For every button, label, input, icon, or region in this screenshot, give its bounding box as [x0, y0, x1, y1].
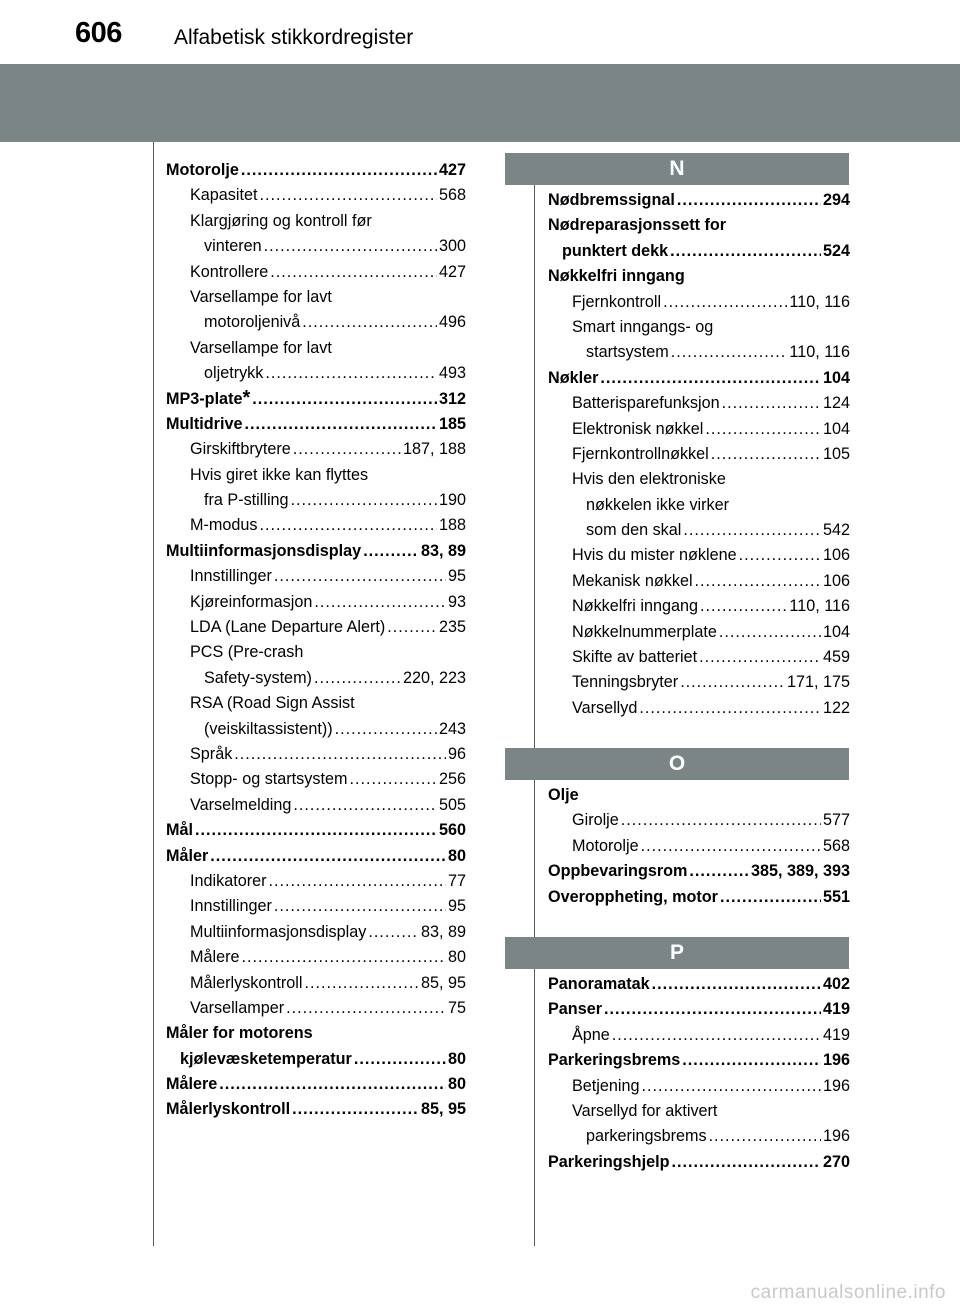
page-reference: 196 — [822, 1076, 850, 1095]
leader-dots — [234, 742, 446, 767]
index-entry — [548, 340, 850, 365]
leader-dots — [700, 594, 787, 619]
index-term: Safety-system) — [204, 668, 312, 687]
index-entry — [166, 666, 466, 691]
index-entry — [548, 834, 850, 859]
leader-dots — [709, 1124, 821, 1149]
page-reference: 83, 89 — [420, 922, 466, 941]
index-entry — [548, 859, 850, 884]
index-term: Stopp- og startsystem — [190, 770, 348, 789]
section-header-p — [505, 937, 849, 969]
index-entry — [548, 1150, 850, 1175]
index-entry — [548, 645, 850, 670]
page-reference: 104 — [822, 419, 850, 438]
index-term: Parkeringshjelp — [548, 1152, 670, 1171]
index-entry — [166, 1072, 466, 1097]
page-title: Alfabetisk stikkordregister — [174, 26, 414, 49]
page-reference: 427 — [438, 161, 466, 179]
index-entry — [548, 366, 850, 391]
index-entry — [548, 696, 850, 721]
index-term: Mekanisk nøkkel — [572, 571, 693, 590]
leader-dots — [677, 188, 821, 213]
page-reference: 80 — [447, 846, 466, 865]
index-entry — [166, 793, 466, 818]
index-term: Målerlyskontroll — [190, 973, 303, 992]
index-term: Fjernkontrollnøkkel — [572, 444, 709, 463]
page-reference: 577 — [822, 811, 850, 830]
page-reference: 256 — [438, 770, 466, 789]
index-term: vinteren — [204, 237, 262, 256]
leader-dots — [652, 972, 821, 997]
leader-dots — [739, 543, 821, 568]
index-entry — [548, 783, 850, 808]
index-term: Parkeringsbrems — [548, 1051, 681, 1070]
page-reference: 105 — [822, 444, 850, 463]
leader-dots — [335, 717, 437, 742]
page-reference: 171, 175 — [786, 673, 850, 692]
index-term: LDA (Lane Departure Alert) — [190, 618, 386, 637]
leader-dots — [241, 945, 446, 970]
page-reference: 96 — [447, 744, 466, 763]
page-reference: 124 — [822, 394, 850, 413]
leader-dots — [699, 645, 821, 670]
leader-dots — [291, 488, 437, 513]
index-term: Batterisparefunksjon — [572, 394, 720, 413]
page-reference: 110, 116 — [789, 343, 850, 362]
index-entry — [166, 996, 466, 1021]
index-section-p — [548, 972, 850, 1175]
index-entry — [548, 239, 850, 264]
leader-dots — [682, 1048, 821, 1073]
index-entry — [548, 1099, 850, 1124]
leader-dots — [293, 437, 401, 462]
section-header-o — [505, 748, 849, 780]
index-term: Nødreparasjonssett for — [548, 216, 727, 235]
leader-dots — [302, 310, 437, 335]
index-entry — [548, 290, 850, 315]
index-term: som den skal — [586, 521, 682, 540]
index-term: Panser — [548, 1000, 602, 1019]
index-term: Indikatorer — [190, 871, 267, 890]
page-reference: 419 — [822, 1025, 850, 1044]
index-entry — [548, 391, 850, 416]
page-reference: 505 — [438, 795, 466, 814]
index-term: fra P-stilling — [204, 491, 289, 510]
index-entry — [548, 493, 850, 518]
leader-dots — [292, 1097, 419, 1122]
leader-dots — [241, 158, 437, 183]
index-term: Kapasitet — [190, 186, 258, 205]
leader-dots — [270, 260, 437, 285]
index-column-left — [166, 158, 466, 1123]
page-reference: 542 — [822, 521, 850, 540]
index-entry — [548, 467, 850, 492]
page-reference: 185 — [438, 414, 466, 433]
column-divider-right — [534, 185, 535, 1246]
index-term: Skifte av batteriet — [572, 648, 698, 667]
page-reference: 187, 188 — [402, 440, 466, 459]
index-term: Nøkkelfri inngang — [572, 597, 698, 616]
leader-dots — [314, 666, 401, 691]
leader-dots — [604, 997, 821, 1022]
index-term: Kjøreinformasjon — [190, 592, 313, 611]
leader-dots — [387, 615, 437, 640]
page-reference: 196 — [822, 1127, 850, 1146]
leader-dots — [363, 539, 419, 564]
index-entry — [166, 183, 466, 208]
index-term: nøkkelen ikke virker — [586, 495, 730, 514]
leader-dots — [268, 869, 446, 894]
index-term: Varsellyd — [572, 698, 638, 717]
index-term: Motorolje — [166, 161, 239, 179]
index-term: Varsellampe for lavt — [190, 287, 332, 306]
leader-dots — [720, 885, 821, 910]
leader-dots — [265, 361, 437, 386]
watermark: carmanualsonline.info — [750, 1282, 946, 1303]
index-term: Nøkkelfri inngang — [548, 267, 685, 286]
index-entry — [166, 920, 466, 945]
index-entry — [548, 808, 850, 833]
leader-dots — [260, 183, 437, 208]
index-term: Fjernkontroll — [572, 292, 662, 311]
index-term: Måler for motorens — [166, 1024, 313, 1043]
index-entry — [548, 885, 850, 910]
index-entry — [166, 209, 466, 234]
index-term: RSA (Road Sign Assist — [190, 694, 355, 713]
leader-dots — [252, 387, 437, 412]
column-divider-left — [153, 142, 154, 1246]
page-header — [0, 0, 960, 64]
leader-dots — [286, 996, 446, 1021]
index-term: punktert dekk — [562, 241, 669, 260]
index-term: Overoppheting, motor — [548, 887, 718, 906]
index-entry — [166, 437, 466, 462]
leader-dots — [722, 391, 821, 416]
index-entry — [548, 1048, 850, 1073]
leader-dots — [671, 340, 788, 365]
leader-dots — [368, 920, 419, 945]
index-term: oljetrykk — [204, 364, 264, 383]
page-reference: 312 — [438, 389, 466, 408]
page-reference: 106 — [822, 571, 850, 590]
index-entry — [166, 717, 466, 742]
leader-dots — [671, 1150, 821, 1175]
section-letter: P — [669, 941, 684, 964]
leader-dots — [695, 569, 821, 594]
leader-dots — [293, 793, 437, 818]
index-entry — [548, 264, 850, 289]
index-term: Målerlyskontroll — [166, 1100, 291, 1119]
page-reference: 300 — [438, 237, 466, 256]
index-entry — [166, 869, 466, 894]
index-term: Tenningsbryter — [572, 673, 679, 692]
leader-dots — [663, 290, 787, 315]
page-reference: 493 — [438, 364, 466, 383]
page-reference: 95 — [447, 567, 466, 586]
index-entry — [166, 615, 466, 640]
index-term: Innstillinger — [190, 567, 272, 586]
page-reference: 93 — [447, 592, 466, 611]
index-term: Multiinformasjonsdisplay — [190, 922, 367, 941]
index-entry: MP3-plate * ..... 312 — [166, 387, 466, 412]
index-entry — [548, 1124, 850, 1149]
leader-dots — [274, 564, 446, 589]
index-entry — [548, 442, 850, 467]
index-entry — [166, 310, 466, 335]
leader-dots — [689, 859, 749, 884]
index-entry — [166, 234, 466, 259]
leader-dots — [705, 417, 821, 442]
index-entry — [166, 1097, 466, 1122]
index-term: Nøkler — [548, 368, 599, 387]
page-reference: 104 — [822, 368, 850, 387]
index-term: Kontrollere — [190, 262, 269, 281]
index-entry — [548, 315, 850, 340]
page-reference: 427 — [438, 262, 466, 281]
page-reference: 122 — [822, 698, 850, 717]
page-reference: 110, 116 — [789, 597, 850, 616]
index-term: startsystem — [586, 343, 669, 362]
index-entry — [548, 569, 850, 594]
index-entry — [166, 463, 466, 488]
index-entry — [166, 513, 466, 538]
index-term: Hvis du mister nøklene — [572, 546, 737, 565]
index-term: Multidrive — [166, 414, 243, 433]
page-reference: 188 — [438, 516, 466, 535]
leader-dots — [304, 971, 419, 996]
index-term: Olje — [548, 786, 579, 804]
leader-dots — [683, 518, 821, 543]
index-entry — [166, 640, 466, 665]
index-entry — [548, 1074, 850, 1099]
index-entry — [166, 361, 466, 386]
page-reference: 75 — [447, 998, 466, 1017]
index-term: Multiinformasjonsdisplay — [166, 541, 362, 560]
index-entry — [166, 767, 466, 792]
index-term: Girskiftbrytere — [190, 440, 291, 459]
index-term: Målere — [166, 1075, 218, 1094]
index-entry — [166, 691, 466, 716]
page-reference: 270 — [822, 1152, 850, 1171]
index-entry — [548, 518, 850, 543]
index-entry — [166, 1021, 466, 1046]
index-entry — [166, 412, 466, 437]
leader-dots — [639, 696, 821, 721]
index-entry — [166, 564, 466, 589]
leader-dots — [244, 412, 437, 437]
index-entry — [166, 285, 466, 310]
page-number: 606 — [75, 17, 122, 49]
index-entry — [166, 945, 466, 970]
page-reference: 106 — [822, 546, 850, 565]
index-entry — [166, 818, 466, 843]
leader-dots — [210, 844, 446, 869]
page-reference: 402 — [822, 975, 850, 993]
leader-dots — [354, 1047, 446, 1072]
page-reference: 85, 95 — [420, 973, 466, 992]
index-entry — [548, 997, 850, 1022]
leader-dots — [641, 834, 821, 859]
leader-dots — [711, 442, 821, 467]
index-term: Girolje — [572, 811, 619, 830]
page-reference: 524 — [822, 241, 850, 260]
index-term: Varsellyd for aktivert — [572, 1101, 718, 1120]
index-entry — [166, 488, 466, 513]
page-reference: 568 — [822, 836, 850, 855]
index-term: Elektronisk nøkkel — [572, 419, 704, 438]
leader-dots — [219, 1072, 446, 1097]
index-term: Oppbevaringsrom — [548, 862, 688, 881]
page-reference: 459 — [822, 648, 850, 667]
leader-dots — [314, 590, 446, 615]
index-term: Varsellampe for lavt — [190, 338, 332, 357]
page-reference: 294 — [822, 191, 850, 209]
index-entry — [548, 972, 850, 997]
page-reference: 190 — [438, 491, 466, 510]
leader-dots — [349, 767, 437, 792]
leader-dots — [621, 808, 821, 833]
leader-dots — [274, 894, 446, 919]
index-term: kjølevæsketemperatur — [180, 1049, 352, 1068]
page-reference: 560 — [438, 821, 466, 840]
page-reference: 83, 89 — [420, 541, 466, 560]
index-term: parkeringsbrems — [586, 1127, 707, 1146]
page-reference: 419 — [822, 1000, 850, 1019]
page-reference: 104 — [822, 622, 850, 641]
index-term: Hvis giret ikke kan flyttes — [190, 465, 369, 484]
page-reference: 385, 389, 393 — [750, 862, 850, 881]
index-entry — [166, 590, 466, 615]
index-entry — [166, 894, 466, 919]
index-term: Mål — [166, 821, 193, 840]
page-reference: 80 — [447, 1049, 466, 1068]
page-reference: 496 — [438, 313, 466, 332]
leader-dots — [612, 1023, 821, 1048]
index-term: Varselmelding — [190, 795, 292, 814]
page-reference: 80 — [447, 1075, 466, 1094]
page-reference: 220, 223 — [402, 668, 466, 687]
page-reference: 235 — [438, 618, 466, 637]
index-entry — [166, 336, 466, 361]
index-entry — [548, 670, 850, 695]
index-term: PCS (Pre-crash — [190, 643, 304, 662]
leader-dots — [259, 513, 437, 538]
index-entry — [548, 594, 850, 619]
leader-dots — [670, 239, 821, 264]
leader-dots — [642, 1074, 821, 1099]
index-entry — [548, 213, 850, 238]
index-term: Nødbremssignal — [548, 191, 675, 209]
header-band — [0, 64, 960, 142]
index-entry — [166, 844, 466, 869]
index-entry — [166, 539, 466, 564]
index-entry — [166, 260, 466, 285]
index-term: Nøkkelnummerplate — [572, 622, 717, 641]
page-reference: 568 — [438, 186, 466, 205]
index-entry — [548, 417, 850, 442]
section-header-n — [505, 153, 849, 185]
leader-dots — [600, 366, 821, 391]
page-reference: 110, 116 — [789, 292, 850, 311]
index-section-n — [548, 188, 850, 721]
page-reference: 243 — [438, 719, 466, 738]
page-reference: 551 — [822, 887, 850, 906]
section-letter: O — [668, 752, 686, 775]
index-term: Åpne — [572, 1025, 610, 1044]
leader-dots — [680, 670, 785, 695]
index-term: M-modus — [190, 516, 258, 535]
index-entry — [548, 188, 850, 213]
index-term: Måler — [166, 846, 209, 865]
page-reference: 196 — [822, 1051, 850, 1070]
index-term: Innstillinger — [190, 897, 272, 916]
page-reference: 77 — [447, 871, 466, 890]
index-term: Betjening — [572, 1076, 640, 1095]
index-entry — [166, 971, 466, 996]
index-term: motoroljenivå — [204, 313, 301, 332]
index-entry — [548, 620, 850, 645]
index-term: MP3-plate — [166, 389, 243, 408]
page-reference: 95 — [447, 897, 466, 916]
page-reference: 85, 95 — [420, 1100, 466, 1119]
index-term: Hvis den elektroniske — [572, 470, 726, 489]
index-term: Panoramatak — [548, 975, 650, 993]
leader-dots — [719, 620, 821, 645]
index-term: Målere — [190, 948, 240, 967]
index-term: (veiskiltassistent)) — [204, 719, 333, 738]
index-section-o — [548, 783, 850, 910]
index-term: Motorolje — [572, 836, 639, 855]
leader-dots — [264, 234, 437, 259]
index-entry — [548, 543, 850, 568]
index-entry — [166, 742, 466, 767]
index-term: Språk — [190, 744, 233, 763]
page-reference: 80 — [447, 948, 466, 967]
index-entry — [166, 158, 466, 183]
index-term: Klargjøring og kontroll før — [190, 211, 372, 230]
section-letter: N — [669, 157, 685, 180]
leader-dots — [195, 818, 437, 843]
index-entry — [166, 1047, 466, 1072]
index-term: Smart inngangs- og — [572, 317, 714, 336]
index-term: Varsellamper — [190, 998, 285, 1017]
index-entry — [548, 1023, 850, 1048]
